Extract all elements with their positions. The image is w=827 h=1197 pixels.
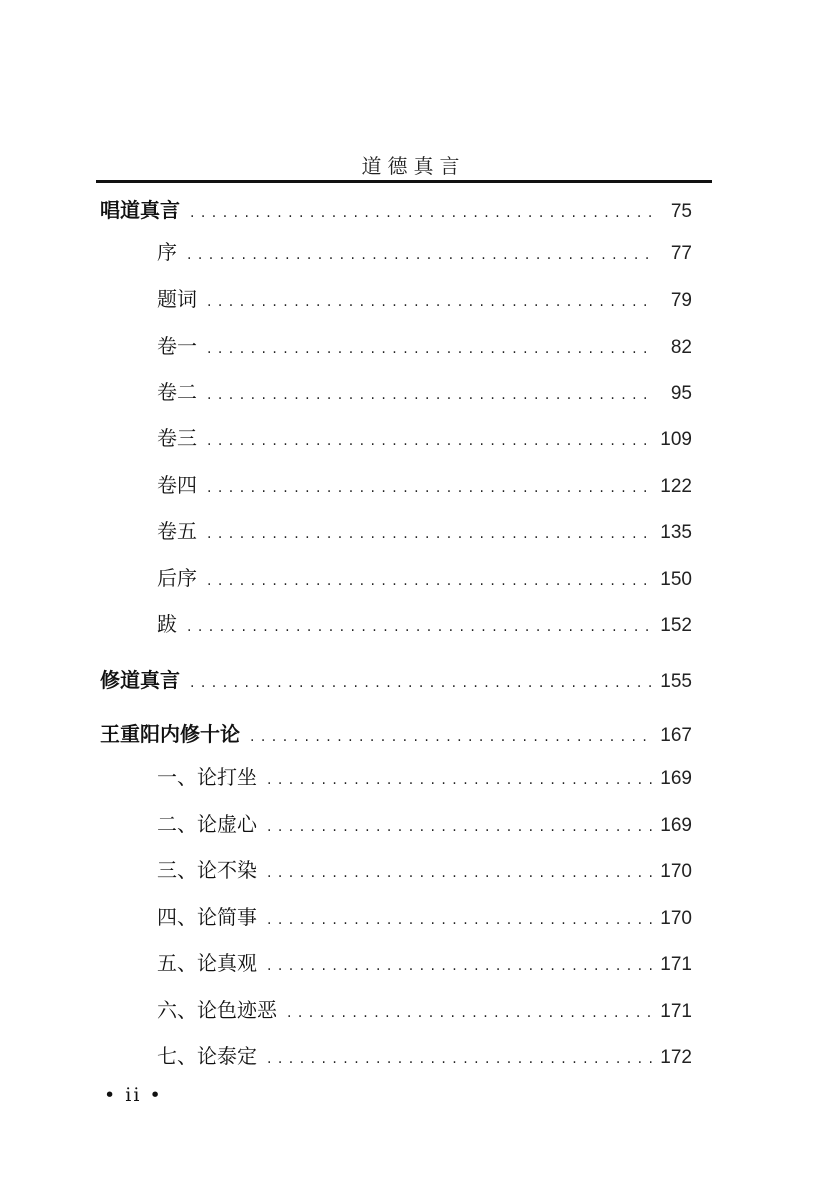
dot-leader: [267, 764, 652, 796]
toc-entry-title: 六、论色迹恶: [157, 998, 277, 1022]
toc-entry[interactable]: [100, 664, 692, 696]
toc-entry-title: 题词: [157, 287, 197, 311]
toc-entry[interactable]: [100, 947, 692, 979]
dot-leader: [287, 997, 652, 1029]
toc-entry-page: 95: [670, 383, 692, 404]
toc-entry-title: 三、论不染: [157, 858, 257, 882]
toc-entry-title: 七、论泰定: [157, 1044, 257, 1068]
toc-entry-title: 修道真言: [100, 668, 180, 692]
toc-entry[interactable]: [100, 515, 692, 547]
dot-leader: [187, 611, 652, 643]
toc-entry[interactable]: [100, 469, 692, 501]
table-of-contents: [100, 0, 692, 1197]
page-folio: • ii •: [104, 1084, 163, 1106]
toc-entry-title: 卷四: [157, 473, 197, 497]
dot-leader: [190, 197, 652, 229]
toc-entry[interactable]: [100, 761, 692, 793]
dot-leader: [267, 1043, 652, 1075]
toc-entry-page: 170: [660, 861, 692, 882]
toc-entry-page: 171: [660, 1001, 692, 1022]
dot-leader: [207, 565, 652, 597]
toc-entry-page: 155: [660, 671, 692, 692]
toc-entry[interactable]: [100, 376, 692, 408]
dot-leader: [267, 811, 652, 843]
toc-entry-page: 171: [660, 954, 692, 975]
toc-entry-title: 五、论真观: [157, 951, 257, 975]
toc-entry-page: 150: [660, 569, 692, 590]
toc-entry-page: 122: [660, 476, 692, 497]
dot-leader: [207, 333, 652, 365]
dot-leader: [207, 425, 652, 457]
toc-entry-title: 王重阳内修十论: [100, 722, 240, 746]
toc-entry[interactable]: [100, 901, 692, 933]
toc-entry-title: 序: [157, 240, 177, 264]
dot-leader: [207, 286, 652, 318]
toc-entry[interactable]: [100, 808, 692, 840]
toc-entry[interactable]: [100, 422, 692, 454]
running-title: 道德真言: [361, 154, 466, 178]
toc-entry-page: 170: [660, 908, 692, 929]
toc-entry-title: 卷三: [157, 426, 197, 450]
toc-entry-title: 一、论打坐: [157, 765, 257, 789]
toc-entry[interactable]: [100, 994, 692, 1026]
dot-leader: [187, 239, 652, 271]
dot-leader: [267, 950, 652, 982]
toc-entry[interactable]: [100, 283, 692, 315]
toc-entry[interactable]: [100, 854, 692, 886]
toc-entry-title: 卷二: [157, 380, 197, 404]
toc-entry-title: 唱道真言: [100, 198, 180, 222]
toc-entry[interactable]: [100, 330, 692, 362]
toc-entry[interactable]: [100, 194, 692, 226]
dot-leader: [267, 857, 652, 889]
dot-leader: [207, 379, 652, 411]
toc-entry-page: 169: [660, 815, 692, 836]
toc-entry[interactable]: [100, 236, 692, 268]
dot-leader: [207, 518, 652, 550]
toc-entry-page: 167: [660, 725, 692, 746]
dot-leader: [190, 667, 652, 699]
toc-entry-title: 后序: [157, 566, 197, 590]
toc-entry-title: 卷五: [157, 519, 197, 543]
toc-entry[interactable]: [100, 718, 692, 750]
toc-entry-page: 152: [660, 615, 692, 636]
toc-entry-page: 172: [660, 1047, 692, 1068]
toc-entry-page: 82: [670, 337, 692, 358]
toc-entry[interactable]: [100, 608, 692, 640]
toc-entry-page: 135: [660, 522, 692, 543]
dot-leader: [267, 904, 652, 936]
dot-leader: [250, 721, 652, 753]
toc-entry-title: 跋: [157, 612, 177, 636]
toc-entry-page: 77: [670, 243, 692, 264]
toc-entry-page: 169: [660, 768, 692, 789]
toc-entry-page: 109: [660, 429, 692, 450]
toc-entry-title: 四、论简事: [157, 905, 257, 929]
toc-entry-title: 卷一: [157, 334, 197, 358]
dot-leader: [207, 472, 652, 504]
toc-entry[interactable]: [100, 1040, 692, 1072]
toc-entry-page: 79: [670, 290, 692, 311]
toc-entry-page: 75: [670, 201, 692, 222]
toc-entry[interactable]: [100, 562, 692, 594]
toc-entry-title: 二、论虚心: [157, 812, 257, 836]
